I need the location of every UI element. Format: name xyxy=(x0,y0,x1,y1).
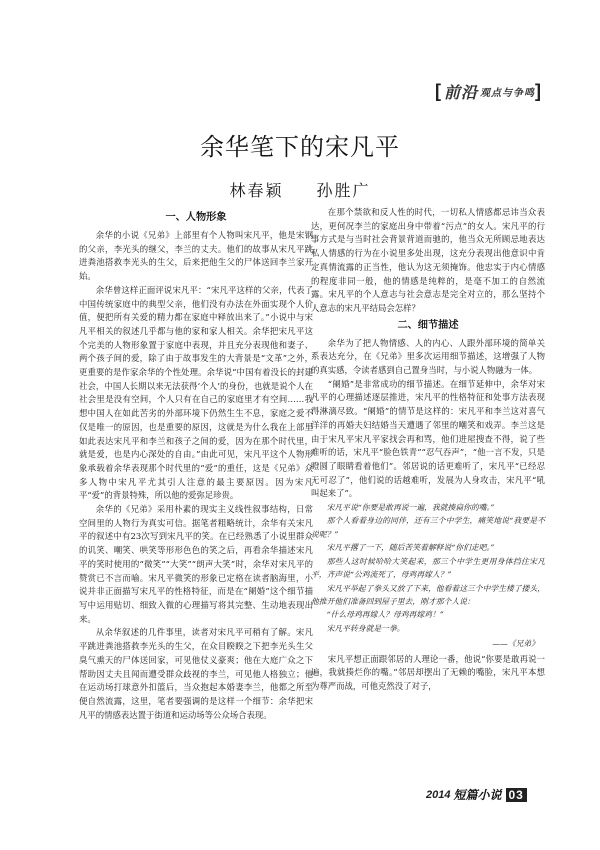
block-quote xyxy=(311,501,545,650)
footer-magazine-name: 短篇小说 xyxy=(453,788,502,802)
body-paragraph: 余华曾这样正面评说宋凡平：“宋凡平这样的父亲，代表了中国传统家庭中的典型父亲，他们没有办法在外面实现个人价值，便把所有关爱的精力都在家庭中释放出来了。”小说中与宋凡平相关的叙述几乎都与他的家和家人相关。余华把宋凡平这个完美的人物形象置于家庭中表现，并且充分表现他和妻子、两个孩子间的爱，除了由于故事发生的大背景是“文革”之外，更重要的是作家余华的个性处理。余华说“中国有着没长的封建社会，中国人长期以来无法获得‘个人’的身份，也就是说个人在社会里是没有空间，个人只有在自己的家庭里才有空间……我想中国人在如此苦劣的外部环境下仍然生生不息，家庭之爱不仅是唯一的原因，也是重要的原因，这就是为什么我在上部里如此表达宋凡平和李兰和孩子之间的爱，因为在那个时代里，就是爱，也是内心深处的自由。”由此可见，宋凡平这个人物形象承载着余华表现那个时代里的“爱”的重任，这是《兄弟》众多人物中宋凡平尤其引人注意的最主要原因。因为宋凡平“爱”的背景特殊，所以他的爱弥足珍贵。 xyxy=(79,284,313,501)
article-title: 余华笔下的宋凡平 xyxy=(200,133,400,161)
body-paragraph: 在那个禁欲和反人性的时代，一切私人情感都忌讳当众表达，更何况李兰的家庭出身中带着“污点”的女人。宋凡平的行事方式是与当时社会背景背道而驰的，他当众无所顾忌地表达私人情感的行为在小说里多处出现，这充分表现出他意识中肯定真情流露的正当性，他认为这无须掩饰。他忠实于内心情感的程度非同一般，他的情感是纯粹的，是毫不加工的自然流露。宋凡平的个人意志与社会意志是完全对立的，那么坚持个人意志的宋凡平结局会怎样？ xyxy=(311,207,545,313)
footer-year: 2014 xyxy=(426,788,451,801)
body-paragraph: 余华的小说《兄弟》上部里有个人物叫宋凡平，他是宋钢的父亲，李光头的继父，李兰的丈夫。他们的故事从宋凡平跳进粪池搭救李光头的生父，后来把他生父的尸体送回李兰家开始。 xyxy=(79,230,313,282)
body-paragraph: 从余华叙述的几件事里，读者对宋凡平可稍有了解。宋凡平跳进粪池搭救李光头的生父，在众目睽睽之下把李光头生父臭气熏天的尸体送回家，可见他仗义豪爽；他在大庭广众之下帮助因丈夫且闻而遭受群众歧视的李兰，可见他人格独立；他在运动场打球意外扣篮后，当众抱起本婚妻李兰，他都之所至便自然流露，这里，笔者要强调的是这样一个细节：余华把宋凡平的情感表达置于街道和运动场等公众场合表现。 xyxy=(79,627,313,720)
quote-line: 宋凡平撂了一下，随后苦笑着解释说“你们走吧。” xyxy=(326,543,495,553)
right-text-column xyxy=(311,206,545,694)
author-line xyxy=(0,178,600,201)
author-name: 孙胜广 xyxy=(316,181,371,200)
left-text-column xyxy=(79,208,313,722)
body-paragraph: 余华为了把人物情感、人的内心、人跟外部环境的简单关系表达充分，在《兄弟》里多次运用细节描述，这增强了人物的真实感，令读者感到自己置身当时，与小说人物融为一体。 xyxy=(311,337,545,376)
quote-line: 那些人这时候哈哈大笑起来，那三个中学生更用身体挡住宋凡平，齐声说“公鸡流死了，母鸡再嫁人？” xyxy=(311,556,545,580)
bracket-close: ] xyxy=(535,81,542,101)
quote-line: 那个人看着身边的同伴，还有三个中学生，痛笑地说“我要是不说呢？” xyxy=(311,516,545,539)
section-heading: 二、细节描述 xyxy=(397,319,459,331)
quote-line: “什么母鸡再嫁人？母鸡再嫁鸡！” xyxy=(326,610,444,620)
quote-source: ——《兄弟》 xyxy=(492,639,539,649)
author-name: 林春颖 xyxy=(229,181,284,200)
column-sub-label: 观点与争鸣 xyxy=(480,88,535,99)
bracket-open: [ xyxy=(434,81,442,101)
column-main-label: 前沿 xyxy=(443,85,478,102)
quote-line: 宋凡平说“你要是敢再说一遍，我就揍扁你的嘴。” xyxy=(326,503,495,513)
page-footer xyxy=(426,786,527,803)
page-number: 03 xyxy=(506,788,527,802)
body-paragraph: 宋凡平想正面跟邻居的人理论一番，他说“你要是敢再说一遍，我就揍烂你的嘴。”邻居却摆出了无赖的嘴脸，宋凡平本想为尊严而战，可他克然没了对子， xyxy=(311,653,545,691)
body-paragraph: “阑婚”是非常成功的细节描述。在细节延伸中，余华对宋凡平的心理描述逐层推进，宋凡平的性格特征和处事方法表现得淋漓尽致。“阑婚”的情节是这样的：宋凡平和李兰这对喜气洋洋的再婚夫妇结婚当天遭遇了邻里的嘲笑和戏弄。李兰这是由于宋凡平宋凡平家找会再和骂，他们进屋搜查不得，说了些难听的话，宋凡平“脸色铁青”“忍气吞声”，“他一言不发，只是瞪圆了眼睛看着他们”。邻居说的话更难听了，宋凡平“已经忍无可忍了”，他们说的话越难听，发展为人身攻击，宋凡平“吼叫起来了”。 xyxy=(311,378,545,499)
column-header xyxy=(435,80,542,103)
quote-line: 宋凡平举起了拳头又放了下来，他看着这三个中学生楼了搂头，他推开他们准备回到屋子里去，刚才那个人说： xyxy=(311,583,545,606)
quote-line: 宋凡平转身就是一拳。 xyxy=(326,623,405,633)
section-heading: 一、人物形象 xyxy=(165,212,227,223)
body-paragraph: 余华的《兄弟》采用朴素的现实主义线性叙事结构，日常空间里的人物行为真实可信。据笔者粗略统计，余华有关宋凡平的叙述中有23次写到宋凡平的笑。在已经熟悉了小说里群众的讥笑、嘲笑、哄笑等形形色色的笑之后，再看余华描述宋凡平的笑时使用的“微笑”“大笑”“朗声大笑”时，余华对宋凡平的赞赏已不言而喻。宋凡平微笑的形象已定格在读者脑海里，小说并非正面描写宋凡平的性格特征，而是在“阑婚”这个细节描写中运用贴切、细致入微的心理描写将其完整、生动地表现出来。 xyxy=(79,504,313,624)
